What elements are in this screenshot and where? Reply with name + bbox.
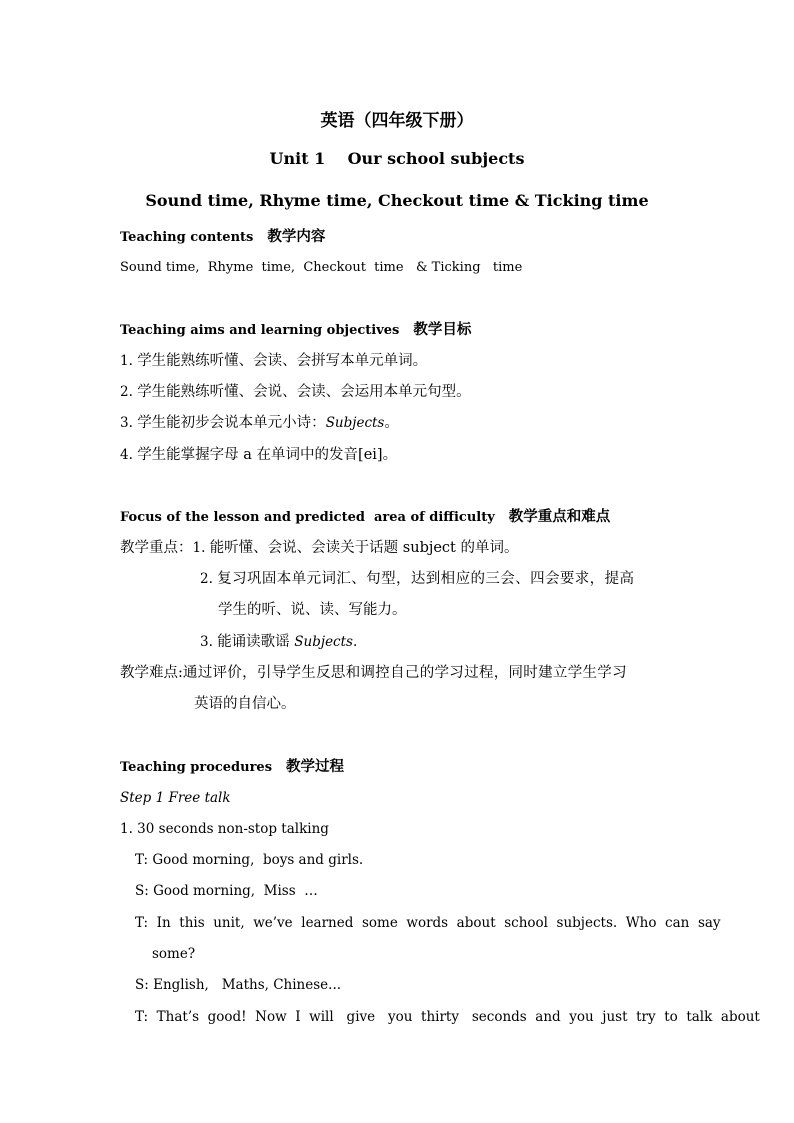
dialogue-line: T: In this unit, we’ve learned some words about school subjects. Who can say — [135, 915, 721, 931]
aims-item-text: 学生能初步会说本单元小诗： — [137, 415, 326, 431]
step-1-heading: Step 1 Free talk — [120, 790, 231, 806]
aims-item-text: 学生能熟练听懂、会说、会读、会运用本单元句型。 — [137, 384, 471, 400]
contents-heading-en: Teaching contents — [120, 230, 254, 245]
procedures-heading-zh: 教学过程 — [286, 758, 345, 775]
focus-key-item-2 — [200, 569, 634, 589]
focus-heading — [120, 507, 610, 528]
aims-heading — [120, 320, 471, 341]
dialogue-line: some? — [152, 946, 196, 962]
focus-key-item-2-cont: 学生的听、说、读、写能力。 — [218, 602, 407, 618]
aims-item-num: 4. — [120, 447, 133, 463]
procedure-item-1: 1. 30 seconds non-stop talking — [120, 821, 329, 837]
focus-key-item-3 — [200, 632, 357, 652]
focus-difficulty-text: 通过评价，引导学生反思和调控自己的学习过程，同时建立学生学习 — [182, 665, 627, 681]
dialogue-line: S: English, Maths, Chinese... — [135, 977, 342, 993]
aims-heading-en: Teaching aims and learning objectives — [120, 323, 400, 338]
aims-item-italic: Subjects — [325, 415, 385, 431]
focus-key-label: 教学重点： — [120, 540, 193, 556]
aims-item-4 — [120, 445, 397, 465]
focus-key-item-1 — [120, 538, 519, 558]
focus-key-italic: Subjects — [294, 634, 353, 650]
focus-difficulty — [120, 663, 627, 683]
dialogue-line: T: Good morning, boys and girls. — [135, 852, 364, 868]
contents-text: Sound time, Rhyme time, Checkout time & Ticking time — [120, 260, 523, 275]
focus-key-tail: . — [352, 634, 358, 650]
aims-item-tail: 。 — [384, 415, 399, 431]
aims-item-1 — [120, 351, 427, 371]
aims-item-text: 学生能掌握字母 a 在单词中的发音[ei]。 — [137, 447, 398, 463]
dialogue-line: S: Good morning, Miss … — [135, 883, 318, 899]
focus-heading-en: Focus of the lesson and predicted area of difficulty — [120, 510, 495, 525]
procedures-heading-en: Teaching procedures — [120, 760, 273, 775]
focus-key-num: 3. — [200, 634, 213, 650]
focus-key-num: 2. — [200, 571, 213, 587]
contents-heading — [120, 227, 325, 248]
procedures-heading — [120, 757, 344, 778]
dialogue-line: T: That’s good! Now I will give you thirty seconds and you just try to talk about — [135, 1009, 760, 1025]
focus-difficulty-label: 教学难点: — [120, 665, 183, 681]
contents-heading-zh: 教学内容 — [267, 228, 326, 245]
aims-item-2 — [120, 382, 471, 402]
aims-item-num: 3. — [120, 415, 133, 431]
unit-title: Unit 1 Our school subjects — [269, 149, 525, 168]
document-title: 英语（四年级下册） — [320, 111, 474, 131]
aims-item-text: 学生能熟练听懂、会读、会拼写本单元单词。 — [137, 353, 428, 369]
focus-difficulty-cont: 英语的自信心。 — [194, 696, 296, 712]
focus-heading-zh: 教学重点和难点 — [508, 508, 611, 525]
focus-key-text: 复习巩固本单元词汇、句型，达到相应的三会、四会要求，提高 — [217, 571, 635, 587]
lesson-subtitle: Sound time, Rhyme time, Checkout time & Ticking time — [145, 191, 649, 210]
focus-key-text: 能听懂、会说、会读关于话题 subject 的单词。 — [209, 540, 519, 556]
focus-key-text: 能诵读歌谣 — [217, 634, 295, 650]
aims-item-num: 1. — [120, 353, 133, 369]
aims-heading-zh: 教学目标 — [413, 321, 472, 338]
aims-item-3 — [120, 413, 399, 433]
focus-key-num: 1. — [192, 540, 206, 556]
aims-item-num: 2. — [120, 384, 133, 400]
